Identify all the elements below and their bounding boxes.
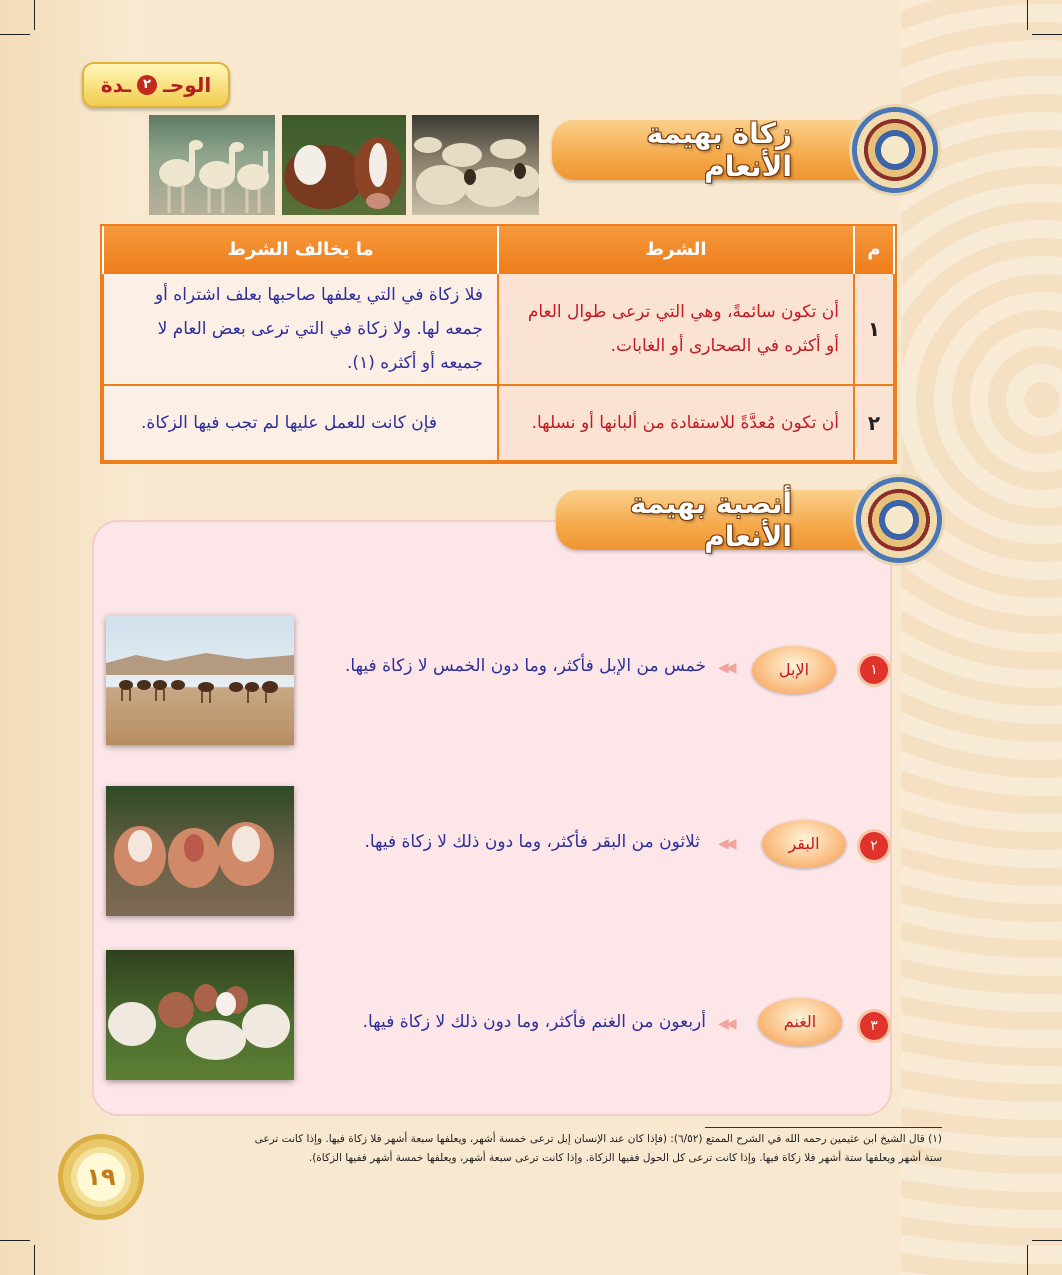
condition-cell: أن تكون سائمةً، وهي التي ترعى طوال العام أو أكثره في الصحارى أو الغابات. — [498, 273, 854, 385]
crop-mark — [1032, 34, 1062, 35]
category-pill-cattle: البقر — [762, 820, 846, 868]
crop-mark — [0, 1240, 30, 1241]
crop-mark — [34, 0, 35, 30]
row-number: ١ — [854, 273, 894, 385]
unit-badge — [82, 62, 230, 108]
footnote-divider — [705, 1127, 942, 1128]
camels-photo — [149, 115, 275, 215]
unit-label-prefix: الوحـ — [163, 73, 212, 97]
condition-cell: أن تكون مُعدَّةً للاستفادة من ألبانها أو نسلها. — [498, 385, 854, 461]
page-number-medallion — [58, 1134, 144, 1220]
conditions-table — [100, 224, 897, 464]
rosette-ornament-icon — [856, 477, 942, 563]
table-row — [103, 385, 894, 461]
nisab-text-sheep: أربعون من الغنم فأكثر، وما دون ذلك لا زكاة فيها. — [362, 1012, 706, 1032]
arrow-left-icon: ◀◀ — [718, 1016, 734, 1032]
item-number: ١ — [860, 656, 888, 684]
section-header-nisab — [556, 487, 882, 553]
item-number: ٣ — [860, 1012, 888, 1040]
footnote-line: ستة أشهر ويعلفها ستة أشهر فلا زكاة فيها. وإذا كانت ترعى كل الحول ففيها الزكاة. وإذا كانت ترعى سبعة أشهر، ويعلفها خمسة أشهر ففيها الزكاة). — [308, 1152, 942, 1164]
arabesque-decoration — [902, 0, 1062, 1275]
cattle-photo — [106, 786, 294, 916]
sheep-photo — [412, 115, 539, 215]
arrow-left-icon: ◀◀ — [718, 836, 734, 852]
crop-mark — [1027, 1245, 1028, 1275]
section-title: أنصبة بهيمة الأنعام — [629, 487, 792, 553]
unit-label-suffix: ـدة — [100, 73, 132, 97]
table-row — [103, 273, 894, 385]
unit-number: ٢ — [137, 75, 157, 95]
crop-mark — [34, 1245, 35, 1275]
rosette-ornament-icon — [852, 107, 938, 193]
sheep-field-photo — [106, 950, 294, 1080]
cow-photo — [282, 115, 406, 215]
footnote-line: (١) قال الشيخ ابن عثيمين رحمه الله في الشرح الممتع (٦/٥٢): (فإذا كان عند الإنسان إبل ترعى خمسة أشهر، ويعلفها سبعة أشهر فلا زكاة فيها. وإذا كانت ترعى — [254, 1133, 942, 1145]
arrow-left-icon: ◀◀ — [718, 660, 734, 676]
page-number: ١٩ — [86, 1163, 116, 1191]
header-condition: الشرط — [498, 226, 854, 273]
crop-mark — [1032, 1240, 1062, 1241]
header-contra: ما يخالف الشرط — [103, 226, 498, 273]
section-header-zakat — [552, 117, 882, 183]
row-number: ٢ — [854, 385, 894, 461]
item-number: ٢ — [860, 832, 888, 860]
crop-mark — [1027, 0, 1028, 30]
camels-desert-photo — [106, 615, 294, 745]
footnote — [200, 1130, 942, 1168]
nisab-text-cattle: ثلاثون من البقر فأكثر، وما دون ذلك لا زكاة فيها. — [364, 832, 700, 852]
table-header-row — [103, 226, 894, 273]
contra-cell: فلا زكاة في التي يعلفها صاحبها بعلف اشتراه أو جمعه لها. ولا زكاة في التي ترعى بعض العام لا جميعه أو أكثره (١). — [103, 273, 498, 385]
section-title: زكاة بهيمة الأنعام — [646, 117, 792, 183]
category-pill-sheep: الغنم — [758, 998, 842, 1046]
contra-cell: فإن كانت للعمل عليها لم تجب فيها الزكاة. — [103, 385, 498, 461]
category-pill-camels: الإبل — [752, 646, 836, 694]
nisab-text-camels: خمس من الإبل فأكثر، وما دون الخمس لا زكاة فيها. — [344, 656, 706, 676]
crop-mark — [0, 34, 30, 35]
header-number: م — [854, 226, 894, 273]
